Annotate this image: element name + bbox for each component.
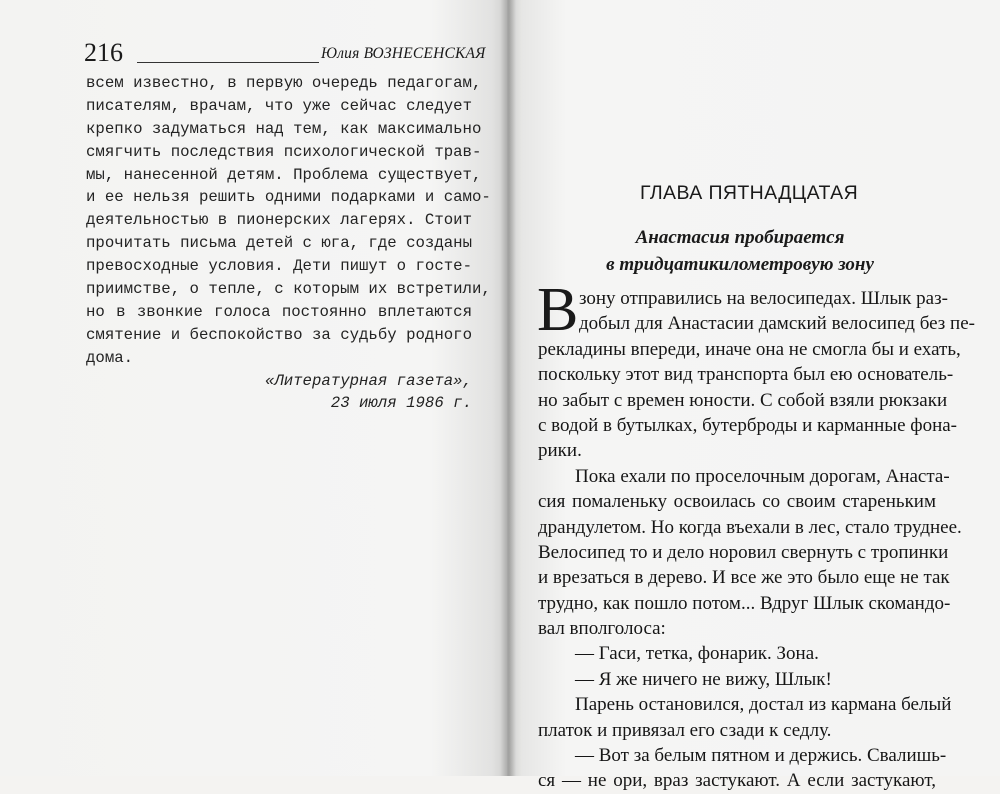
body-line: зону отправились на велосипедах. Шлык раз- xyxy=(579,288,948,309)
chapter-subtitle xyxy=(590,224,890,278)
body-line: Пока ехали по проселочным дорогам, Анаста- xyxy=(575,465,950,487)
quote-line: писателям, врачам, что уже сейчас следует xyxy=(86,96,472,115)
book-gutter xyxy=(500,0,516,776)
quote-line: смягчить последствия психологической трав- xyxy=(86,142,482,161)
body-line: добыл для Анастасии дамский велосипед без пе- xyxy=(579,313,975,335)
chapter-title: ГЛАВА ПЯТНАДЦАТАЯ xyxy=(640,182,859,204)
quote-date: 23 июля 1986 г. xyxy=(330,394,472,413)
body-line: но забыт с времен юности. С собой взяли рюкзаки xyxy=(538,389,948,411)
quote-line: и ее нельзя решить одними подарками и само- xyxy=(86,188,491,207)
quote-source: «Литературная газета», xyxy=(264,371,472,390)
quote-line: смятение и беспокойство за судьбу родного xyxy=(86,325,472,344)
dialogue-line: — Гаси, тетка, фонарик. Зона. xyxy=(575,643,819,665)
body-line: рекладины впереди, иначе она не смогла бы и ехать, xyxy=(538,338,961,360)
quote-line: всем известно, в первую очередь педагогам, xyxy=(86,74,482,92)
subtitle-line: Анастасия пробирается xyxy=(635,227,845,248)
dialogue-line: — Вот за белым пятном и держись. Свалишь- xyxy=(575,745,947,767)
body-line: Парень остановился, достал из кармана белый xyxy=(575,694,952,716)
subtitle-line: в тридцатикилометровую зону xyxy=(606,254,874,275)
quote-line: деятельностью в пионерских лагерях. Стоит xyxy=(86,211,472,230)
running-head-rule xyxy=(137,62,319,63)
body-line: и врезаться в дерево. И все же это было еще не так xyxy=(538,567,950,589)
body-line: рики. xyxy=(538,440,582,462)
quote-line: крепко задуматься над тем, как максимально xyxy=(86,119,482,138)
page-number: 216 xyxy=(84,38,123,67)
body-line: Велосипед то и дело норовил свернуть с тропинки xyxy=(538,541,949,563)
quote-line: превосходные условия. Дети пишут о госте- xyxy=(86,257,472,276)
body-line: ся — не ори, враз застукают. А если застукают, xyxy=(538,770,936,792)
body-line: трудно, как пошло потом... Вдруг Шлык скомандо- xyxy=(538,592,951,614)
running-head-author: Юлия ВОЗНЕСЕНСКАЯ xyxy=(321,45,486,62)
body-line: вал вполголоса: xyxy=(538,618,666,640)
body-line: платок и привязал его сзади к седлу. xyxy=(538,719,832,741)
quote-line: мы, нанесенной детям. Проблема существует, xyxy=(86,165,482,184)
newspaper-quote xyxy=(86,72,491,415)
body-line: драндулетом. Но когда въехали в лес, стало труднее. xyxy=(538,516,962,538)
quote-line: прочитать письма детей с юга, где созданы xyxy=(86,234,472,253)
quote-line: дома. xyxy=(86,348,134,367)
dialogue-line: — Я же ничего не вижу, Шлык! xyxy=(575,668,832,690)
quote-line: приимстве, о тепле, с которым их встретили, xyxy=(86,280,491,299)
body-line: поскольку этот вид транспорта был ею основатель- xyxy=(538,364,954,386)
quote-line: но в звонкие голоса постоянно вплетаются xyxy=(86,302,472,321)
body-line: с водой в бутылках, бутерброды и карманные фона- xyxy=(538,414,957,436)
chapter-body xyxy=(538,286,975,794)
body-line: сия помаленьку освоилась со своим стареньким xyxy=(538,491,936,513)
left-page xyxy=(0,0,507,776)
drop-cap: В xyxy=(537,276,579,344)
